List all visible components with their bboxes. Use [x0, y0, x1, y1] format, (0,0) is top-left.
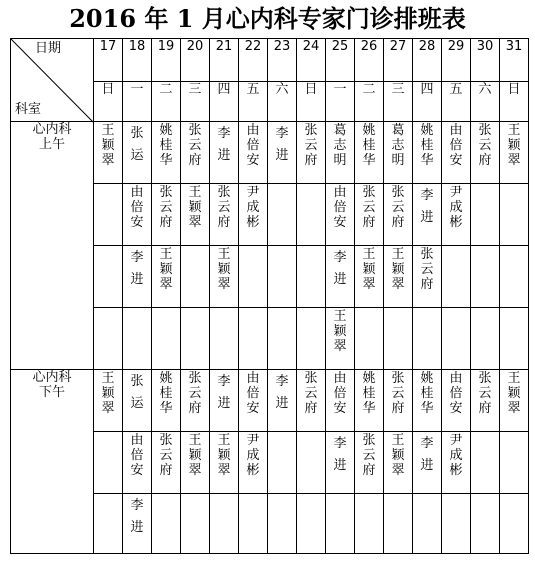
- doctor-name: 王 颖 翠: [101, 371, 115, 416]
- weekday-cell: 二: [152, 82, 181, 122]
- schedule-cell: [239, 184, 268, 246]
- doctor-name: 王 颖 翠: [188, 433, 202, 478]
- date-cell: 17: [94, 39, 123, 82]
- doctor-name: 尹 成 彬: [449, 433, 463, 478]
- doctor-name: [181, 494, 209, 495]
- schedule-cell: [471, 246, 500, 308]
- schedule-cell: [326, 184, 355, 246]
- doctor-name: [413, 308, 441, 309]
- doctor-name: 张 云 府: [188, 123, 202, 168]
- schedule-cell: [355, 122, 384, 184]
- schedule-cell: [384, 432, 413, 494]
- doctor-name: [297, 432, 325, 433]
- doctor-name: [297, 308, 325, 309]
- doctor-name: [384, 494, 412, 495]
- doctor-name: [297, 246, 325, 247]
- date-cell: 27: [384, 39, 413, 82]
- schedule-cell: [355, 494, 384, 554]
- doctor-name: 张 云 府: [159, 185, 173, 230]
- doctor-name: 王 颖 翠: [362, 247, 376, 292]
- doctor-name: 由 倍 安: [246, 123, 260, 168]
- schedule-cell: [210, 370, 239, 432]
- doctor-name: 李 进: [420, 188, 434, 225]
- schedule-cell: [210, 122, 239, 184]
- schedule-cell: [384, 494, 413, 554]
- doctor-name: 李 进: [130, 498, 144, 535]
- schedule-cell: [500, 184, 529, 246]
- doctor-name: 张 云 府: [217, 185, 231, 230]
- schedule-cell: [413, 184, 442, 246]
- schedule-cell: [471, 308, 500, 370]
- weekday-cell: 四: [210, 82, 239, 122]
- doctor-name: [94, 494, 122, 495]
- schedule-cell: [413, 370, 442, 432]
- page-title: 2016 年 1 月心内科专家门诊排班表: [69, 4, 466, 33]
- doctor-name: [442, 308, 470, 309]
- schedule-cell: [500, 494, 529, 554]
- weekday-cell: 日: [500, 82, 529, 122]
- schedule-cell: [326, 246, 355, 308]
- doctor-name: [94, 246, 122, 247]
- schedule-cell: [297, 246, 326, 308]
- schedule-cell: [500, 246, 529, 308]
- doctor-name: 王 颖 翠: [217, 433, 231, 478]
- schedule-cell: [152, 370, 181, 432]
- schedule-cell: [326, 308, 355, 370]
- schedule-cell: [94, 122, 123, 184]
- doctor-name: 张 云 府: [304, 123, 318, 168]
- schedule-cell: [210, 494, 239, 554]
- schedule-cell: [152, 122, 181, 184]
- doctor-name: 张 云 府: [188, 371, 202, 416]
- doctor-name: 姚 桂 华: [159, 371, 173, 416]
- schedule-cell: [500, 308, 529, 370]
- schedule-cell: [297, 432, 326, 494]
- schedule-cell: [384, 122, 413, 184]
- schedule-cell: [94, 432, 123, 494]
- doctor-name: [326, 494, 354, 495]
- header-diagonal-cell: [11, 39, 94, 122]
- schedule-cell: [152, 308, 181, 370]
- dept-header-label: 科室: [15, 102, 42, 117]
- doctor-name: [239, 246, 267, 247]
- weekday-cell: 三: [181, 82, 210, 122]
- doctor-name: [442, 494, 470, 495]
- weekday-cell: 日: [94, 82, 123, 122]
- schedule-cell: [413, 122, 442, 184]
- schedule-cell: [239, 432, 268, 494]
- doctor-name: 李 进: [420, 436, 434, 473]
- date-cell: 23: [268, 39, 297, 82]
- schedule-table: [10, 38, 529, 554]
- schedule-cell: [268, 494, 297, 554]
- doctor-name: 由 倍 安: [130, 433, 144, 478]
- doctor-name: 由 倍 安: [449, 123, 463, 168]
- schedule-cell: [500, 432, 529, 494]
- doctor-name: [355, 308, 383, 309]
- schedule-cell: [268, 122, 297, 184]
- schedule-cell: [326, 494, 355, 554]
- doctor-name: [210, 308, 238, 309]
- doctor-name: 姚 桂 华: [420, 123, 434, 168]
- date-cell: 19: [152, 39, 181, 82]
- schedule-cell: [268, 370, 297, 432]
- doctor-name: [239, 494, 267, 495]
- schedule-cell: [94, 370, 123, 432]
- schedule-cell: [268, 432, 297, 494]
- doctor-name: 葛 志 明: [391, 123, 405, 168]
- dept-session: 上午: [38, 137, 65, 152]
- schedule-cell: [123, 122, 152, 184]
- doctor-name: 张 云 府: [362, 433, 376, 478]
- schedule-cell: [471, 370, 500, 432]
- schedule-cell: [268, 246, 297, 308]
- doctor-name: [94, 184, 122, 185]
- doctor-name: [500, 184, 528, 185]
- doctor-name: [239, 308, 267, 309]
- doctor-name: 张 云 府: [420, 247, 434, 292]
- date-cell: 28: [413, 39, 442, 82]
- dept-cell: [11, 370, 94, 554]
- weekday-cell: 五: [442, 82, 471, 122]
- schedule-cell: [442, 432, 471, 494]
- weekday-cell: 二: [355, 82, 384, 122]
- doctor-name: [268, 246, 296, 247]
- doctor-name: [152, 308, 180, 309]
- doctor-name: 尹 成 彬: [246, 433, 260, 478]
- doctor-name: [94, 308, 122, 309]
- doctor-name: 王 颖 翠: [391, 433, 405, 478]
- schedule-cell: [268, 184, 297, 246]
- schedule-cell: [123, 494, 152, 554]
- schedule-cell: [181, 308, 210, 370]
- doctor-name: [152, 494, 180, 495]
- schedule-cell: [123, 246, 152, 308]
- doctor-name: 张 云 府: [478, 123, 492, 168]
- doctor-name: [181, 308, 209, 309]
- schedule-cell: [384, 308, 413, 370]
- schedule-cell: [123, 370, 152, 432]
- doctor-name: [471, 308, 499, 309]
- weekday-cell: 四: [413, 82, 442, 122]
- doctor-name: [210, 494, 238, 495]
- dept-name: 心内科: [32, 370, 72, 385]
- schedule-cell: [442, 184, 471, 246]
- schedule-cell: [297, 184, 326, 246]
- doctor-name: [355, 494, 383, 495]
- schedule-cell: [181, 122, 210, 184]
- weekday-cell: 一: [123, 82, 152, 122]
- doctor-name: 李 进: [217, 126, 231, 163]
- schedule-cell: [94, 184, 123, 246]
- schedule-cell: [326, 122, 355, 184]
- schedule-cell: [181, 494, 210, 554]
- schedule-cell: [123, 184, 152, 246]
- doctor-name: [268, 494, 296, 495]
- weekday-cell: 六: [268, 82, 297, 122]
- doctor-name: [413, 494, 441, 495]
- doctor-name: [123, 308, 151, 309]
- doctor-name: 李 进: [333, 436, 347, 473]
- doctor-name: 王 颖 翠: [391, 247, 405, 292]
- date-cell: 20: [181, 39, 210, 82]
- doctor-name: 由 倍 安: [333, 371, 347, 416]
- doctor-name: 李 进: [130, 250, 144, 287]
- doctor-name: 王 颖 翠: [188, 185, 202, 230]
- date-cell: 26: [355, 39, 384, 82]
- date-cell: 22: [239, 39, 268, 82]
- schedule-cell: [500, 370, 529, 432]
- doctor-name: 尹 成 彬: [449, 185, 463, 230]
- schedule-cell: [181, 370, 210, 432]
- doctor-name: 由 倍 安: [333, 185, 347, 230]
- doctor-name: 张 云 府: [391, 185, 405, 230]
- schedule-cell: [326, 432, 355, 494]
- doctor-name: [500, 494, 528, 495]
- schedule-cell: [471, 122, 500, 184]
- schedule-cell: [210, 308, 239, 370]
- schedule-cell: [210, 432, 239, 494]
- schedule-cell: [442, 308, 471, 370]
- schedule-cell: [181, 432, 210, 494]
- schedule-cell: [500, 122, 529, 184]
- doctor-name: [471, 184, 499, 185]
- doctor-name: [471, 494, 499, 495]
- doctor-name: [181, 246, 209, 247]
- schedule-cell: [355, 184, 384, 246]
- schedule-cell: [123, 432, 152, 494]
- doctor-name: 王 颖 翠: [333, 309, 347, 354]
- schedule-cell: [268, 308, 297, 370]
- dept-session: 下午: [38, 385, 65, 400]
- doctor-name: [471, 246, 499, 247]
- schedule-cell: [471, 494, 500, 554]
- dept-cell: [11, 122, 94, 370]
- doctor-name: 李 进: [333, 250, 347, 287]
- doctor-name: 王 颖 翠: [217, 247, 231, 292]
- schedule-cell: [384, 184, 413, 246]
- date-header-label: 日期: [34, 41, 61, 56]
- schedule-cell: [239, 122, 268, 184]
- date-cell: 25: [326, 39, 355, 82]
- doctor-name: 张 云 府: [478, 371, 492, 416]
- schedule-cell: [94, 494, 123, 554]
- schedule-cell: [442, 246, 471, 308]
- doctor-name: [500, 432, 528, 433]
- doctor-name: 姚 桂 华: [159, 123, 173, 168]
- schedule-cell: [297, 494, 326, 554]
- doctor-name: 由 倍 安: [449, 371, 463, 416]
- doctor-name: 张 云 府: [362, 185, 376, 230]
- schedule-cell: [297, 122, 326, 184]
- schedule-cell: [413, 246, 442, 308]
- doctor-name: 李 进: [217, 374, 231, 411]
- schedule-cell: [94, 308, 123, 370]
- doctor-name: 张 运: [130, 374, 144, 411]
- schedule-cell: [152, 184, 181, 246]
- doctor-name: [384, 308, 412, 309]
- schedule-cell: [210, 246, 239, 308]
- doctor-name: [268, 432, 296, 433]
- schedule-cell: [123, 308, 152, 370]
- schedule-cell: [413, 308, 442, 370]
- doctor-name: 王 颖 翠: [507, 371, 521, 416]
- schedule-cell: [413, 432, 442, 494]
- schedule-cell: [152, 246, 181, 308]
- doctor-name: [500, 246, 528, 247]
- schedule-cell: [355, 370, 384, 432]
- schedule-cell: [94, 246, 123, 308]
- schedule-cell: [152, 494, 181, 554]
- doctor-name: [268, 184, 296, 185]
- schedule-cell: [442, 370, 471, 432]
- schedule-cell: [239, 370, 268, 432]
- doctor-name: 王 颖 翠: [159, 247, 173, 292]
- doctor-name: 姚 桂 华: [362, 123, 376, 168]
- doctor-name: [442, 246, 470, 247]
- doctor-name: 李 进: [275, 126, 289, 163]
- schedule-cell: [239, 308, 268, 370]
- schedule-cell: [384, 246, 413, 308]
- doctor-name: 姚 桂 华: [420, 371, 434, 416]
- schedule-cell: [413, 494, 442, 554]
- doctor-name: 尹 成 彬: [246, 185, 260, 230]
- schedule-cell: [152, 432, 181, 494]
- schedule-cell: [442, 494, 471, 554]
- schedule-cell: [239, 246, 268, 308]
- doctor-name: [297, 184, 325, 185]
- schedule-cell: [442, 122, 471, 184]
- date-cell: 18: [123, 39, 152, 82]
- doctor-name: 由 倍 安: [130, 185, 144, 230]
- schedule-cell: [471, 184, 500, 246]
- doctor-name: [94, 432, 122, 433]
- doctor-name: 由 倍 安: [246, 371, 260, 416]
- schedule-cell: [181, 184, 210, 246]
- schedule-cell: [384, 370, 413, 432]
- doctor-name: 姚 桂 华: [362, 371, 376, 416]
- doctor-name: 张 云 府: [304, 371, 318, 416]
- doctor-name: [268, 308, 296, 309]
- weekday-cell: 三: [384, 82, 413, 122]
- doctor-name: 张 云 府: [391, 371, 405, 416]
- doctor-name: [471, 432, 499, 433]
- schedule-cell: [355, 308, 384, 370]
- date-cell: 29: [442, 39, 471, 82]
- schedule-cell: [471, 432, 500, 494]
- schedule-cell: [355, 246, 384, 308]
- dept-name: 心内科: [32, 122, 72, 137]
- schedule-cell: [326, 370, 355, 432]
- date-cell: 24: [297, 39, 326, 82]
- weekday-cell: 五: [239, 82, 268, 122]
- doctor-name: 李 进: [275, 374, 289, 411]
- schedule-cell: [239, 494, 268, 554]
- doctor-name: [500, 308, 528, 309]
- doctor-name: [297, 494, 325, 495]
- doctor-name: 张 云 府: [159, 433, 173, 478]
- schedule-cell: [355, 432, 384, 494]
- schedule-cell: [297, 370, 326, 432]
- doctor-name: 葛 志 明: [333, 123, 347, 168]
- date-cell: 21: [210, 39, 239, 82]
- schedule-cell: [210, 184, 239, 246]
- doctor-name: 王 颖 翠: [101, 123, 115, 168]
- weekday-cell: 一: [326, 82, 355, 122]
- weekday-cell: 日: [297, 82, 326, 122]
- doctor-name: 王 颖 翠: [507, 123, 521, 168]
- schedule-cell: [297, 308, 326, 370]
- date-cell: 30: [471, 39, 500, 82]
- weekday-cell: 六: [471, 82, 500, 122]
- doctor-name: 张 运: [130, 126, 144, 163]
- date-cell: 31: [500, 39, 529, 82]
- schedule-cell: [181, 246, 210, 308]
